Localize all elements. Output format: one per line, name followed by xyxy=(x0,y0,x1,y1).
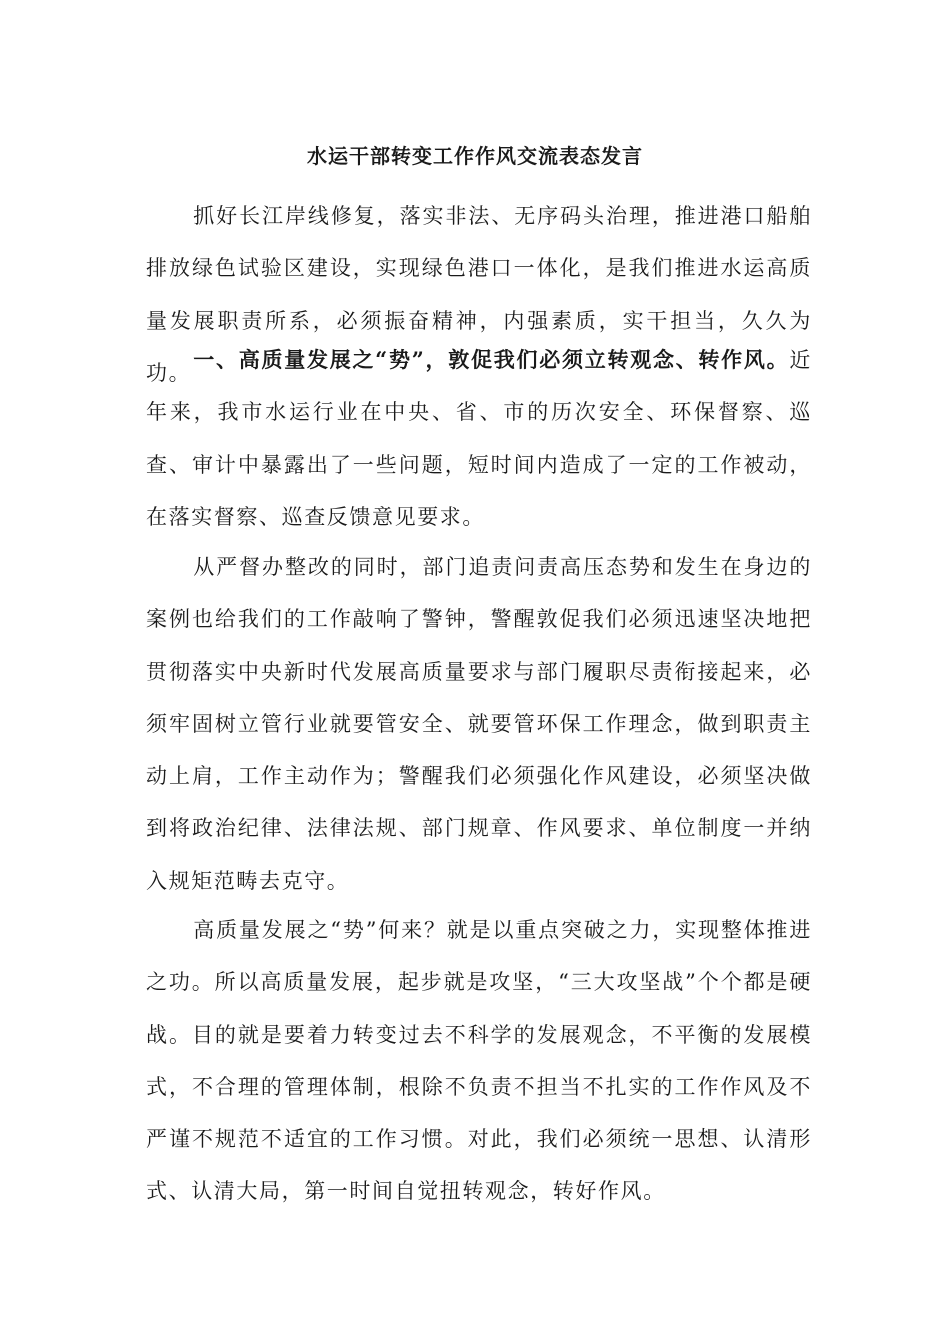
document-title: 水运干部转变工作作风交流表态发言 xyxy=(307,144,643,168)
intro-paragraph: 抓好长江岸线修复，落实非法、无序码头治理，推进港口船舶排放绿色试验区建设，实现绿色港口一体化，是我们推进水运高质量发展职责所系，必须振奋精神，内强素质，实干担当，久久为功。 xyxy=(146,204,812,385)
paragraph-4: 高质量发展之“势”何来？就是以重点突破之力，实现整体推进之功。所以高质量发展，起步就是攻坚，“三大攻坚战”个个都是硬战。目的就是要着力转变过去不科学的发展观念，不平衡的发展模式，不合理的管理体制，根除不负责不担当不扎实的工作作风及不严谨不规范不适宜的工作习惯。对此，我们必须统一思想、认清形式、认清大局，第一时间自觉扭转观念，转好作风。 xyxy=(146,918,812,1204)
section-1-body: 近年来，我市水运行业在中央、省、市的历次安全、环保督察、巡查、审计中暴露出了一些问题，短时间内造成了一定的工作被动，在落实督察、巡查反馈意见要求。 xyxy=(146,348,812,529)
section-1-paragraph xyxy=(146,334,812,543)
section-1-heading: 一、高质量发展之“势”，敦促我们必须立转观念、转作风。 xyxy=(193,347,790,372)
paragraph-3: 从严督办整改的同时，部门追责问责高压态势和发生在身边的案例也给我们的工作敲响了警钟，警醒敦促我们必须迅速坚决地把贯彻落实中央新时代发展高质量要求与部门履职尽责衔接起来，必须牢固树立管行业就要管安全、就要管环保工作理念，做到职责主动上肩，工作主动作为；警醒我们必须强化作风建设，必须坚决做到将政治纪律、法律法规、部门规章、作风要求、单位制度一并纳入规矩范畴去克守。 xyxy=(146,555,812,893)
